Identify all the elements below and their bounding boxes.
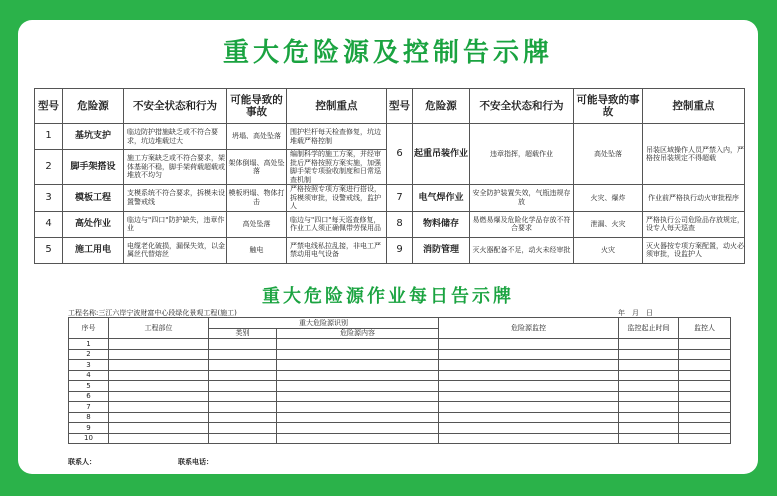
table-row — [35, 124, 745, 150]
cell[interactable] — [619, 360, 679, 371]
row-accident: 泄漏、火灾 — [574, 211, 643, 237]
cell[interactable] — [619, 433, 679, 444]
col-source-right: 危险源 — [413, 89, 470, 124]
cell[interactable] — [209, 370, 277, 381]
row-accident: 触电 — [227, 237, 287, 263]
row-seq: 6 — [69, 391, 109, 402]
cell[interactable] — [619, 423, 679, 434]
cell[interactable] — [619, 349, 679, 360]
cell[interactable] — [209, 412, 277, 423]
row-control: 吊装区域操作人员严禁入内，严格按吊装规定不得超载 — [643, 124, 745, 185]
row-control: 严格执行公司危险品存放规定，设专人每天巡查 — [643, 211, 745, 237]
cell[interactable] — [619, 391, 679, 402]
row-unsafe: 临边防护措施缺乏或不符合要求，坑边堆载过大 — [124, 124, 227, 150]
row-source: 脚手架搭设 — [63, 150, 124, 185]
table-row — [35, 185, 745, 212]
signboard — [18, 20, 758, 474]
cell[interactable] — [679, 391, 731, 402]
row-seq: 4 — [69, 370, 109, 381]
table-row — [69, 433, 731, 444]
row-unsafe: 支模系统不符合要求，拆模未设置警戒线 — [124, 185, 227, 212]
row-control: 作业前严格执行动火审批程序 — [643, 185, 745, 212]
cell[interactable] — [439, 370, 619, 381]
table-row — [69, 349, 731, 360]
cell[interactable] — [277, 349, 439, 360]
cell[interactable] — [439, 402, 619, 413]
cell[interactable] — [277, 381, 439, 392]
row-num: 1 — [35, 124, 63, 150]
row-source: 起重吊装作业 — [413, 124, 470, 185]
row-accident: 坍塌、高处坠落 — [227, 124, 287, 150]
cell[interactable] — [679, 412, 731, 423]
contact-label: 联系人： — [68, 458, 96, 466]
row-unsafe: 违章指挥，超载作业 — [470, 124, 574, 185]
phone-label: 联系电话： — [178, 458, 213, 466]
cell[interactable] — [679, 433, 731, 444]
table-row — [69, 339, 731, 350]
row-source: 基坑支护 — [63, 124, 124, 150]
table-row — [69, 402, 731, 413]
cell[interactable] — [619, 402, 679, 413]
col-accident-right: 可能导致的事故 — [574, 89, 643, 124]
col-monitor: 危险源监控 — [439, 318, 619, 339]
cell[interactable] — [109, 349, 209, 360]
col-num-right: 型号 — [387, 89, 413, 124]
row-control: 严禁电线私拉乱接，非电工严禁动用电气设备 — [287, 237, 387, 263]
col-category: 类别 — [209, 328, 277, 339]
project-name: 工程名称:三江六岸宁波财富中心段绿化景观工程(施工) — [68, 309, 237, 317]
col-time: 监控起止时间 — [619, 318, 679, 339]
cell[interactable] — [679, 381, 731, 392]
row-control: 严格按照专项方案进行搭设，拆模须审批，设警戒线，监护人 — [287, 185, 387, 212]
cell[interactable] — [209, 339, 277, 350]
table-row — [35, 211, 745, 237]
cell[interactable] — [439, 391, 619, 402]
row-accident: 高处坠落 — [574, 124, 643, 185]
row-unsafe: 临边与"四口"防护缺失，违章作业 — [124, 211, 227, 237]
row-control: 围护栏杆每天检查修复，坑边堆载严格控制 — [287, 124, 387, 150]
table-row — [69, 391, 731, 402]
cell[interactable] — [439, 339, 619, 350]
cell[interactable] — [277, 370, 439, 381]
row-num: 7 — [387, 185, 413, 212]
cell[interactable] — [439, 381, 619, 392]
cell[interactable] — [109, 381, 209, 392]
row-source: 电气焊作业 — [413, 185, 470, 212]
cell[interactable] — [209, 423, 277, 434]
col-seq: 序号 — [69, 318, 109, 339]
col-unsafe-right: 不安全状态和行为 — [470, 89, 574, 124]
row-accident: 火灾、爆炸 — [574, 185, 643, 212]
table-row — [69, 360, 731, 371]
row-unsafe: 施工方案缺乏或不符合要求，架体基础不稳，脚手架荷载超载或堆放不均匀 — [124, 150, 227, 185]
cell[interactable] — [209, 349, 277, 360]
col-content: 危险源内容 — [277, 328, 439, 339]
date-label: 年 月 日 — [618, 309, 653, 317]
col-unsafe: 不安全状态和行为 — [124, 89, 227, 124]
table-row — [69, 423, 731, 434]
table-row — [35, 237, 745, 263]
cell[interactable] — [679, 349, 731, 360]
cell[interactable] — [619, 412, 679, 423]
cell[interactable] — [277, 433, 439, 444]
row-seq: 8 — [69, 412, 109, 423]
row-num: 2 — [35, 150, 63, 185]
col-accident: 可能导致的事故 — [227, 89, 287, 124]
daily-table — [68, 317, 731, 444]
cell[interactable] — [277, 423, 439, 434]
row-source: 模板工程 — [63, 185, 124, 212]
row-num: 3 — [35, 185, 63, 212]
cell[interactable] — [277, 360, 439, 371]
row-accident: 火灾 — [574, 237, 643, 263]
cell[interactable] — [109, 339, 209, 350]
row-unsafe: 电缆老化破损，漏保失效，以金属丝代替熔丝 — [124, 237, 227, 263]
col-control: 控制重点 — [287, 89, 387, 124]
cell[interactable] — [109, 360, 209, 371]
col-num: 型号 — [35, 89, 63, 124]
col-person: 监控人 — [679, 318, 731, 339]
cell[interactable] — [277, 412, 439, 423]
daily-title: 重大危险源作业每日告示牌 — [262, 286, 514, 307]
row-source: 消防管理 — [413, 237, 470, 263]
table-row — [69, 370, 731, 381]
cell[interactable] — [109, 370, 209, 381]
cell[interactable] — [209, 391, 277, 402]
cell[interactable] — [109, 402, 209, 413]
row-num: 6 — [387, 124, 413, 185]
cell[interactable] — [209, 381, 277, 392]
row-control: 编制科学的施工方案，并经审批后严格按照方案实施，加强脚手架专项验收制度和日常巡查机制 — [287, 150, 387, 185]
row-source: 物料储存 — [413, 211, 470, 237]
row-accident: 高处坠落 — [227, 211, 287, 237]
row-control: 灭火器按专项方案配置，动火必须审批，设监护人 — [643, 237, 745, 263]
row-unsafe: 安全防护装置失效，气瓶违规存放 — [470, 185, 574, 212]
row-seq: 9 — [69, 423, 109, 434]
row-num: 5 — [35, 237, 63, 263]
cell[interactable] — [277, 339, 439, 350]
cell[interactable] — [109, 433, 209, 444]
row-accident: 模板坍塌、物体打击 — [227, 185, 287, 212]
cell[interactable] — [209, 433, 277, 444]
col-source: 危险源 — [63, 89, 124, 124]
cell[interactable] — [109, 423, 209, 434]
row-unsafe: 灭火器配备不足，动火未经审批 — [470, 237, 574, 263]
hazard-table — [34, 88, 745, 264]
row-unsafe: 易燃易爆及危险化学品存放不符合要求 — [470, 211, 574, 237]
row-source: 施工用电 — [63, 237, 124, 263]
cell[interactable] — [679, 360, 731, 371]
cell[interactable] — [619, 381, 679, 392]
row-accident: 架体倒塌、高处坠落 — [227, 150, 287, 185]
row-seq: 3 — [69, 360, 109, 371]
cell[interactable] — [209, 360, 277, 371]
row-source: 高处作业 — [63, 211, 124, 237]
cell[interactable] — [679, 339, 731, 350]
row-seq: 1 — [69, 339, 109, 350]
row-seq: 2 — [69, 349, 109, 360]
cell[interactable] — [439, 433, 619, 444]
cell[interactable] — [109, 412, 209, 423]
board-title: 重大危险源及控制告示牌 — [222, 38, 553, 68]
cell[interactable] — [439, 412, 619, 423]
cell[interactable] — [109, 391, 209, 402]
row-num: 9 — [387, 237, 413, 263]
col-identify: 重大危险源识别 — [209, 318, 439, 329]
cell[interactable] — [679, 402, 731, 413]
cell[interactable] — [619, 339, 679, 350]
row-seq: 10 — [69, 433, 109, 444]
hazard-header-row — [35, 89, 745, 124]
cell[interactable] — [439, 423, 619, 434]
row-num: 8 — [387, 211, 413, 237]
cell[interactable] — [679, 423, 731, 434]
cell[interactable] — [439, 349, 619, 360]
row-seq: 5 — [69, 381, 109, 392]
row-num: 4 — [35, 211, 63, 237]
cell[interactable] — [679, 370, 731, 381]
col-dept: 工程部位 — [109, 318, 209, 339]
cell[interactable] — [619, 370, 679, 381]
row-control: 临边与"四口"每天巡查修复，作业工人须正确佩带劳保用品 — [287, 211, 387, 237]
col-control-right: 控制重点 — [643, 89, 745, 124]
cell[interactable] — [439, 360, 619, 371]
daily-header-row — [69, 318, 731, 329]
cell[interactable] — [277, 402, 439, 413]
cell[interactable] — [209, 402, 277, 413]
table-row — [69, 412, 731, 423]
cell[interactable] — [277, 391, 439, 402]
table-row — [69, 381, 731, 392]
row-seq: 7 — [69, 402, 109, 413]
